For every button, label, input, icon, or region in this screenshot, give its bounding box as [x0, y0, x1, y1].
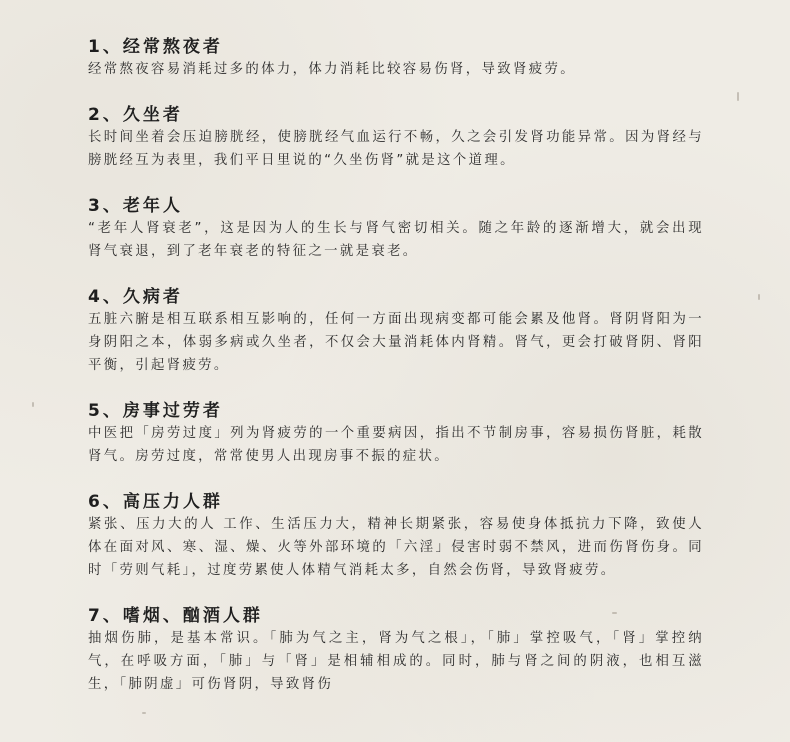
- section-title: 4、久病者: [88, 287, 183, 307]
- section-title: 1、经常熬夜者: [88, 37, 223, 57]
- paper-fleck: [758, 294, 760, 300]
- section-body: 五脏六腑是相互联系相互影响的，任何一方面出现病变都可能会累及他肾。肾阴肾阳为一身阴阳之本，体弱多病或久坐者，不仅会大量消耗体内肾精。肾气，更会打破肾阴、肾阳平衡，引起肾疲劳。: [88, 312, 704, 373]
- paper-fleck: [32, 402, 34, 407]
- section-high-pressure: [88, 491, 704, 582]
- section-body: 长时间坐着会压迫膀胱经，使膀胱经气血运行不畅，久之会引发肾功能异常。因为肾经与膀胱经互为表里，我们平日里说的“久坐伤肾”就是这个道理。: [88, 130, 704, 168]
- section-body: “老年人肾衰老”，这是因为人的生长与肾气密切相关。随之年龄的逐渐增大，就会出现肾气衰退，到了老年衰老的特征之一就是衰老。: [88, 221, 704, 259]
- section-sexual-overexertion: [88, 400, 704, 468]
- section-title: 7、嗜烟、酗酒人群: [88, 606, 263, 626]
- section-body: 抽烟伤肺，是基本常识。「肺为气之主，肾为气之根」，「肺」掌控吸气，「肾」掌控纳气，在呼吸方面，「肺」与「肾」是相辅相成的。同时，肺与肾之间的阴液，也相互滋生，「肺阴虚」可伤肾阴，导致肾伤: [88, 631, 704, 692]
- section-late-night: [88, 36, 704, 81]
- section-title: 5、房事过劳者: [88, 401, 223, 421]
- section-elderly: [88, 195, 704, 263]
- section-body: 紧张、压力大的人 工作、生活压力大，精神长期紧张，容易使身体抵抗力下降，致使人体在面对风、寒、湿、燥、火等外部环境的「六淫」侵害时弱不禁风，进而伤肾伤身。同时「劳则气耗」，过度劳累使人体精气消耗太多，自然会伤肾，导致肾疲劳。: [88, 517, 704, 578]
- section-title: 6、高压力人群: [88, 492, 223, 512]
- section-body: 中医把「房劳过度」列为肾疲劳的一个重要病因，指出不节制房事，容易损伤肾脏，耗散肾气。房劳过度，常常使男人出现房事不振的症状。: [88, 426, 704, 464]
- section-title: 2、久坐者: [88, 105, 183, 125]
- section-smoking-drinking: [88, 605, 704, 696]
- section-prolonged-sitting: [88, 104, 704, 172]
- section-title: 3、老年人: [88, 196, 183, 216]
- article: [88, 36, 704, 719]
- paper-fleck: [737, 92, 739, 101]
- section-chronic-illness: [88, 286, 704, 377]
- section-body: 经常熬夜容易消耗过多的体力，体力消耗比较容易伤肾，导致肾疲劳。: [88, 62, 576, 77]
